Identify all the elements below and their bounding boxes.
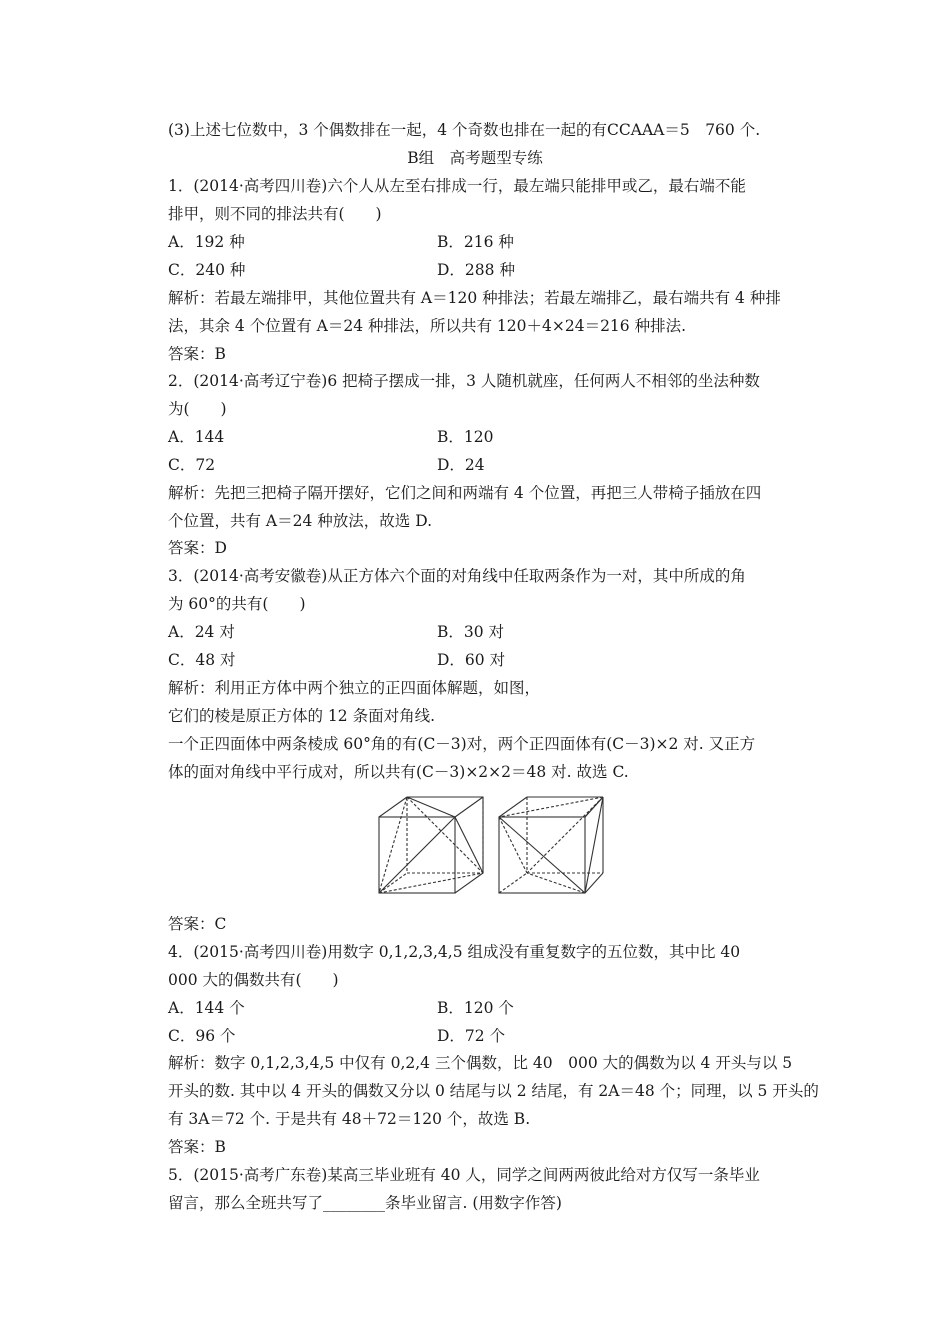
option-a: A．24 对 [168,623,235,641]
question-1: 1．(2014·高考四川卷)六个人从左至右排成一行，最左端只能排甲或乙，最右端不能 [168,177,746,195]
text-line: 个位置，共有 A＝24 种放法，故选 D. [168,512,433,530]
text-line: 开头的数. 其中以 4 开头的偶数又分以 0 结尾与以 2 结尾，有 2A＝48 个；同理，以 5 开头的 [168,1082,819,1100]
option-b: B．120 [437,428,494,446]
option-d: D．288 种 [437,261,515,279]
question-2: 2．(2014·高考辽宁卷)6 把椅子摆成一排，3 人随机就座，任何两人不相邻的坐法种数 [168,372,760,390]
answer: 答案：B [168,1138,226,1156]
right-cube [499,797,603,893]
cube-figures [375,795,615,895]
option-c: C．48 对 [168,651,236,669]
option-d: D．60 对 [437,651,506,669]
question-3: 3．(2014·高考安徽卷)从正方体六个面的对角线中任取两条作为一对，其中所成的角 [168,567,746,585]
left-cube [379,797,483,893]
question-4: 4．(2015·高考四川卷)用数字 0,1,2,3,4,5 组成没有重复数字的五位数，其中比 40 [168,943,741,961]
option-b: B．216 种 [437,233,514,251]
solution: 解析：利用正方体中两个独立的正四面体解题，如图， [168,679,541,697]
text-line: 留言，那么全班共写了________条毕业留言. (用数字作答) [168,1194,562,1212]
solution: 解析：若最左端排甲，其他位置共有 A＝120 种排法；若最左端排乙，最右端共有 4 种排 [168,289,781,307]
solution: 解析：先把三把椅子隔开摆好，它们之间和两端有 4 个位置，再把三人带椅子插放在四 [168,484,762,502]
answer: 答案：B [168,345,226,363]
cube-diagram [375,795,615,895]
answer: 答案：C [168,915,227,933]
text-line: 为 60°的共有( ) [168,595,306,613]
solution: 解析：数字 0,1,2,3,4,5 中仅有 0,2,4 三个偶数，比 40 000 大的偶数为以 4 开头与以 5 [168,1054,793,1072]
question-5: 5．(2015·高考广东卷)某高三毕业班有 40 人，同学之间两两彼此给对方仅写一条毕业 [168,1166,760,1184]
option-d: D．24 [437,456,485,474]
text-line: 000 大的偶数共有( ) [168,971,339,989]
text-line: 它们的棱是原正方体的 12 条面对角线. [168,707,436,725]
option-d: D．72 个 [437,1027,506,1045]
option-b: B．120 个 [437,999,514,1017]
option-b: B．30 对 [437,623,505,641]
text-line: 有 3A＝72 个. 于是共有 48＋72＝120 个，故选 B. [168,1110,531,1128]
text-line: 为( ) [168,400,227,418]
option-a: A．144 个 [168,999,245,1017]
section-heading: B组 高考题型专练 [407,149,543,167]
answer: 答案：D [168,539,227,557]
text-line: 体的面对角线中平行成对，所以共有(C－3)×2×2＝48 对. 故选 C. [168,763,629,781]
option-c: C．240 种 [168,261,246,279]
option-a: A．192 种 [168,233,245,251]
text-line: 一个正四面体中两条棱成 60°角的有(C－3)对，两个正四面体有(C－3)×2 对. 又正方 [168,735,756,753]
option-c: C．72 [168,456,216,474]
option-c: C．96 个 [168,1027,236,1045]
text-line: (3)上述七位数中，3 个偶数排在一起，4 个奇数也排在一起的有CCAAA＝5 760 个. [168,121,761,139]
text-line: 排甲，则不同的排法共有( ) [168,205,382,223]
option-a: A．144 [168,428,225,446]
text-line: 法，其余 4 个位置有 A＝24 种排法，所以共有 120＋4×24＝216 种排法. [168,317,687,335]
